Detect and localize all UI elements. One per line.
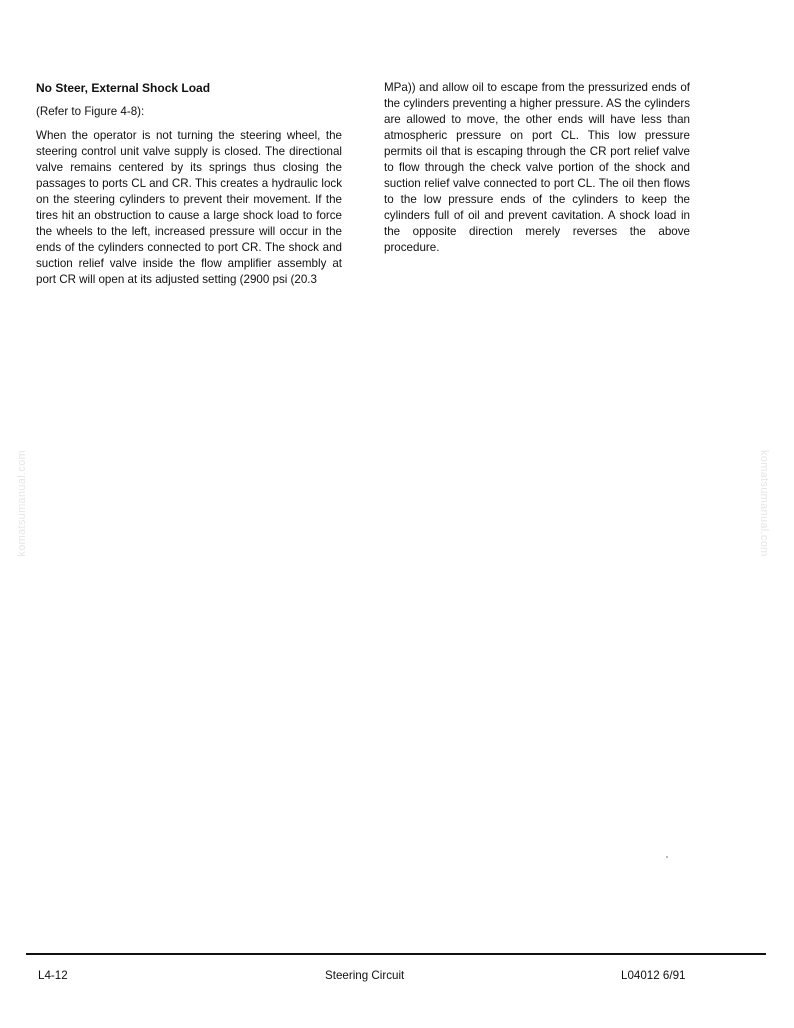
footer-rule: [26, 953, 766, 955]
scan-speck: [666, 856, 668, 858]
body-paragraph-left: When the operator is not turning the steering wheel, the steering control unit valve supply is closed. The directional valve remains centered by its springs thus closing the passages to ports CL and CR. This creates a hydraulic lock on the steering cylinders to prevent their movement. If the tires hit an obstruction to cause a large shock load to force the wheels to the left, increased pressure will occur in the ends of the cylinders connected to port CR. The shock and suction relief valve inside the flow amplifier assembly at port CR will open at its adjusted setting (2900 psi (20.3: [36, 129, 342, 286]
watermark-left: komatsumanual.com: [16, 450, 28, 557]
watermark-right: komatsumanual.com: [758, 450, 770, 557]
footer-page-number: L4-12: [38, 969, 68, 982]
section-heading: No Steer, External Shock Load: [36, 81, 211, 95]
footer-title: Steering Circuit: [325, 969, 405, 982]
right-column: [384, 80, 690, 256]
figure-reference: (Refer to Figure 4-8):: [36, 105, 145, 118]
footer-doc-code: L04012 6/91: [621, 969, 686, 982]
body-paragraph-right: MPa)) and allow oil to escape from the pressurized ends of the cylinders preventing a higher pressure. AS the cylinders are allowed to move, the other ends will have less than atmospheric pressure on port CL. This low pressure permits oil that is escaping through the CR port relief valve to flow through the check valve portion of the shock and suction relief valve connected to port CL. The oil then flows to the low pressure ends of the cylinders to keep the cylinders full of oil and prevent cavitation. A shock load in the opposite direction merely reverses the above procedure.: [384, 81, 690, 254]
left-column: [36, 80, 342, 288]
